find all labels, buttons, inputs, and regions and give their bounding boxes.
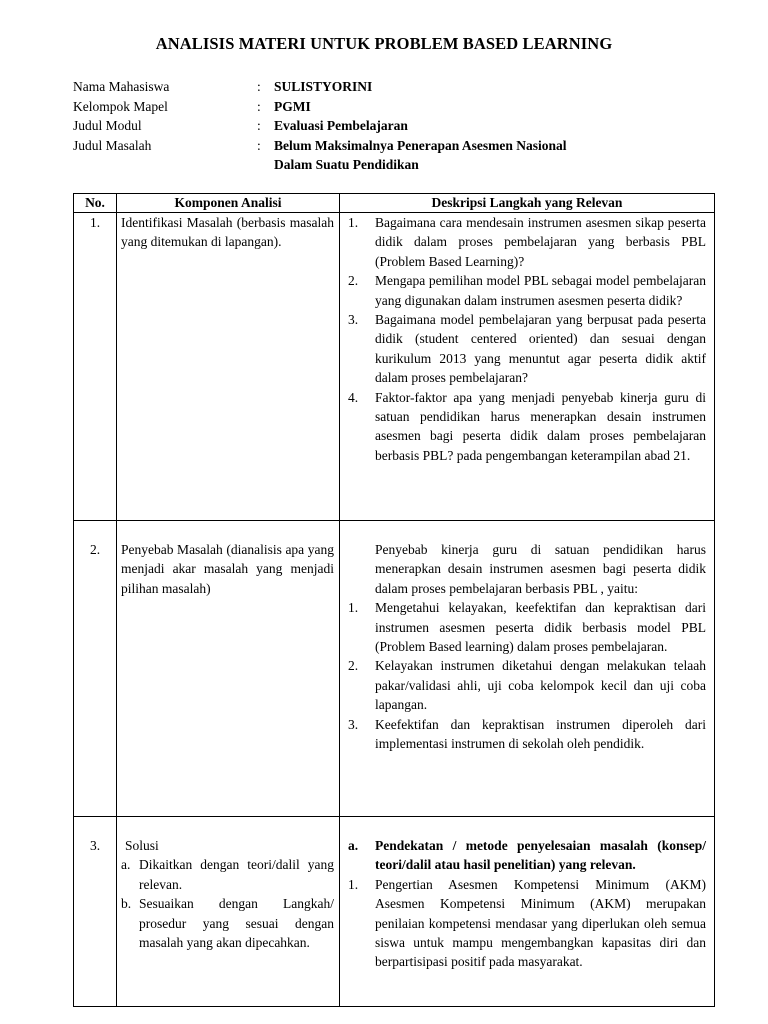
header-component: Komponen Analisi bbox=[117, 194, 340, 213]
list-text: Mengetahui kelayakan, keefektifan dan kepraktisan dari instrumen asesmen peserta didik berbasis model PBL (Problem Based learning) dalam proses pembelajaran. bbox=[375, 600, 706, 655]
list-number: 4. bbox=[348, 389, 359, 405]
info-colon: : bbox=[257, 79, 261, 94]
list-item bbox=[348, 875, 706, 972]
info-colon: : bbox=[257, 98, 261, 114]
info-label: Judul Modul bbox=[73, 118, 142, 133]
list-item bbox=[348, 598, 706, 656]
list-text: Sesuaikan dengan Langkah/ prosedur yang sesuai dengan masalah yang akan dipecahkan. bbox=[139, 896, 334, 951]
row-component bbox=[117, 213, 340, 521]
list-number: 3. bbox=[348, 312, 359, 328]
list-letter: a. bbox=[348, 838, 359, 853]
component-text: Penyebab Masalah (dianalisis apa yang menjadi akar masalah yang menjadi pilihan masalah) bbox=[121, 542, 334, 596]
row-number: 3. bbox=[74, 817, 117, 1007]
component-text: Identifikasi Masalah (berbasis masalah yang ditemukan di lapangan). bbox=[121, 215, 334, 250]
description-intro: Penyebab kinerja guru di satuan pendidikan harus menerapkan desain instrumen asesmen bagi peserta didik dalam proses pembelajaran berbasis PBL , yaitu: bbox=[375, 542, 706, 596]
list-item bbox=[348, 656, 706, 714]
info-row-group bbox=[73, 97, 567, 117]
solution-heading bbox=[348, 836, 706, 875]
header-description: Deskripsi Langkah yang Relevan bbox=[340, 194, 715, 213]
list-text: Pengertian Asesmen Kompetensi Minimum (AKM) Asesmen Kompetensi Minimum (AKM) merupakan penilaian kompetensi mendasar yang diperlukan oleh semua siswa untuk mampu mengembangkan kapasitas diri dan berpartisipasi positif pada masyarakat. bbox=[375, 876, 706, 970]
row-component bbox=[117, 521, 340, 817]
list-number: 1. bbox=[348, 600, 359, 616]
row-number: 1. bbox=[74, 213, 117, 521]
list-text: Dikaitkan dengan teori/dalil yang relevan. bbox=[139, 857, 334, 892]
list-item bbox=[121, 855, 334, 894]
list-text: Mengapa pemilihan model PBL sebagai model pembelajaran yang digunakan dalam instrumen asesmen peserta didik? bbox=[375, 273, 706, 308]
info-value: SULISTYORINI bbox=[274, 79, 373, 94]
info-label: Judul Masalah bbox=[73, 137, 152, 153]
info-label: Nama Mahasiswa bbox=[73, 79, 170, 94]
info-value: Belum Maksimalnya Penerapan Asesmen Nasional bbox=[274, 137, 567, 153]
list-item bbox=[348, 388, 706, 466]
info-colon: : bbox=[257, 118, 261, 133]
list-item bbox=[348, 271, 706, 310]
list-text: Faktor-faktor apa yang menjadi penyebab kinerja guru di satuan pendidikan harus menerapkan desain instrumen asesmen bagi peserta didik dalam proses pembelajaran berbasis PBL? pada pengembangan keterampilan abad 21. bbox=[375, 389, 706, 463]
student-info bbox=[73, 77, 567, 175]
row-description bbox=[340, 213, 715, 521]
table-row bbox=[74, 817, 715, 1007]
row-component bbox=[117, 817, 340, 1007]
document-title: ANALISIS MATERI UNTUK PROBLEM BASED LEARNING bbox=[155, 34, 613, 53]
row-description bbox=[340, 817, 715, 1007]
list-letter: b. bbox=[121, 896, 132, 912]
list-text: Bagaimana cara mendesain instrumen asesmen sikap peserta didik dalam proses pembelajaran yang berbasis PBL (Problem Based Learning)? bbox=[375, 215, 706, 269]
list-number: 3. bbox=[348, 716, 359, 732]
header-no: No. bbox=[74, 194, 117, 213]
list-text: Bagaimana model pembelajaran yang berpusat pada peserta didik (student centered oriented) dan sesuai dengan kurikulum 2013 yang menuntut agar peserta didik aktif dalam proses pembelajaran? bbox=[375, 312, 706, 386]
list-item bbox=[348, 213, 706, 271]
row-description bbox=[340, 521, 715, 817]
info-value-continuation: Dalam Suatu Pendidikan bbox=[274, 157, 419, 172]
table-header-row bbox=[74, 194, 715, 213]
info-value: PGMI bbox=[274, 98, 311, 114]
table-row bbox=[74, 213, 715, 521]
list-letter: a. bbox=[121, 857, 131, 873]
info-value: Evaluasi Pembelajaran bbox=[274, 118, 408, 133]
row-number: 2. bbox=[74, 521, 117, 817]
list-text: Keefektifan dan kepraktisan instrumen diperoleh dari implementasi instrumen di sekolah oleh pendidik. bbox=[375, 716, 706, 752]
list-text: Pendekatan / metode penyelesaian masalah (konsep/ teori/dalil atau hasil penelitian) yang relevan. bbox=[375, 838, 706, 873]
list-number: 1. bbox=[348, 215, 359, 230]
table-row bbox=[74, 521, 715, 817]
info-row-problem bbox=[73, 136, 567, 156]
list-item bbox=[348, 310, 706, 388]
info-label: Kelompok Mapel bbox=[73, 98, 168, 114]
list-item bbox=[348, 715, 706, 754]
list-item bbox=[121, 894, 334, 952]
list-number: 1. bbox=[348, 876, 359, 892]
info-colon: : bbox=[257, 137, 261, 153]
info-row-name bbox=[73, 77, 567, 97]
list-text: Kelayakan instrumen diketahui dengan melakukan telaah pakar/validasi ahli, uji coba kelompok kecil dan uji coba lapangan. bbox=[375, 658, 706, 713]
list-number: 2. bbox=[348, 658, 359, 674]
list-number: 2. bbox=[348, 273, 359, 289]
info-row-module bbox=[73, 116, 567, 136]
component-text: Solusi bbox=[125, 838, 159, 853]
analysis-table bbox=[73, 193, 715, 1007]
